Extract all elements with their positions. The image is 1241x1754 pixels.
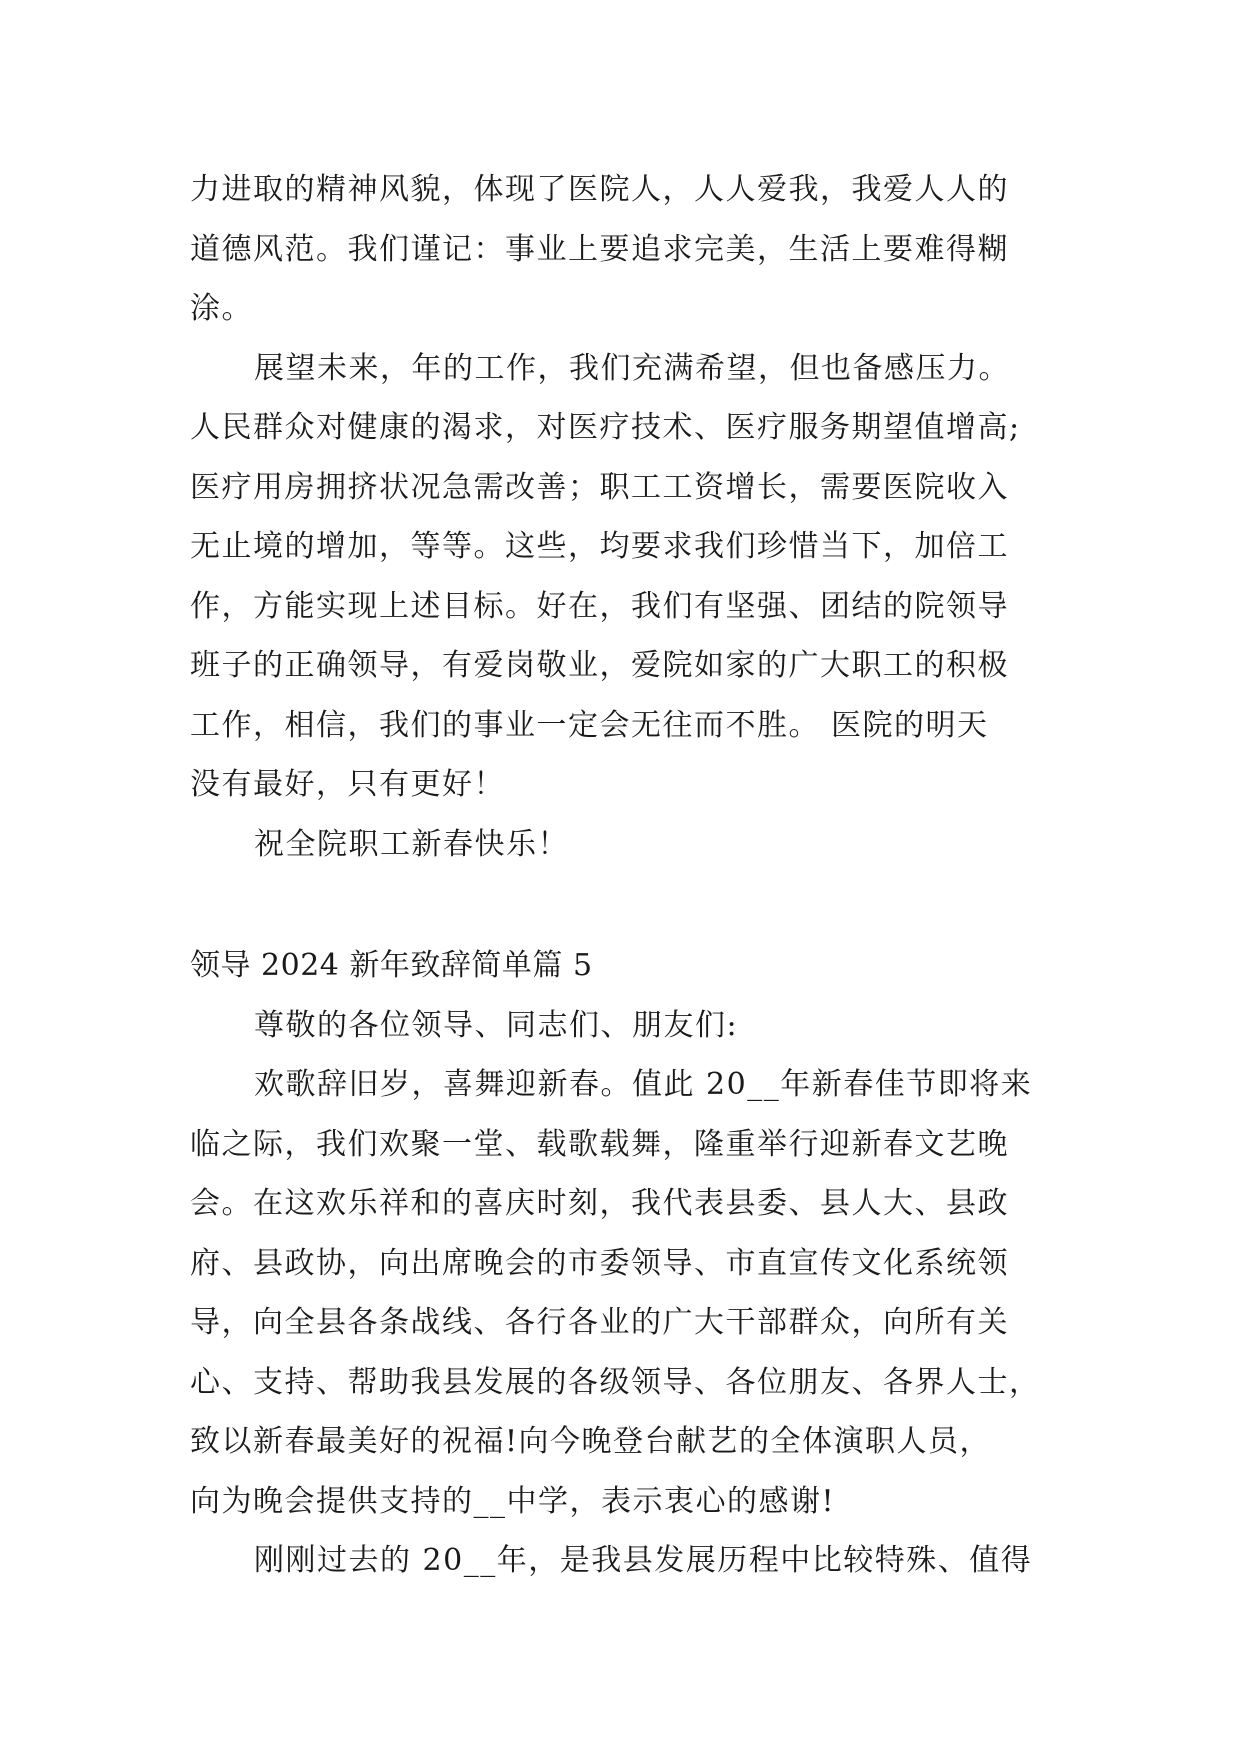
text-line: 祝全院职工新春快乐！: [254, 826, 569, 862]
text-line: 作，方能实现上述目标。好在，我们有坚强、团结的院领导: [190, 588, 1009, 624]
paragraph-greeting: [190, 815, 1070, 875]
text-line: 力进取的精神风貌，体现了医院人，人人爱我，我爱人人的: [190, 172, 1009, 207]
paragraph-continued: [190, 160, 1070, 339]
paragraph-outlook: [190, 339, 1070, 815]
section-spacer: [190, 874, 1070, 936]
text-line: 道德风范。我们谨记：事业上要追求完美，生活上要难得糊: [190, 231, 1009, 267]
text-line: 没有最好，只有更好！: [190, 767, 505, 802]
paragraph-opening: [190, 1055, 1070, 1531]
text-line: 心、支持、帮助我县发展的各级领导、各位朋友、各界人士，: [190, 1364, 1041, 1400]
text-line: 班子的正确领导，有爱岗敬业，爱院如家的广大职工的积极: [190, 648, 1009, 683]
text-line: 会。在这欢乐祥和的喜庆时刻，我代表县委、县人大、县政: [190, 1186, 1009, 1221]
text-line: 人民群众对健康的渴求，对医疗技术、医疗服务期望值增高;: [190, 410, 1021, 445]
text-line: 临之际，我们欢聚一堂、载歌载舞，隆重举行迎新春文艺晚: [190, 1126, 1009, 1162]
text-line: 导，向全县各条战线、各行各业的广大干部群众，向所有关: [190, 1305, 1009, 1340]
text-line: 无止境的增加，等等。这些，均要求我们珍惜当下，加倍工: [190, 529, 1009, 564]
text-line: 向为晚会提供支持的__中学，表示衷心的感谢!: [190, 1483, 836, 1519]
document-body: [190, 160, 1070, 1591]
text-line: 医疗用房拥挤状况急需改善；职工工资增长，需要医院收入: [190, 469, 1009, 505]
paragraph-review: [190, 1531, 1070, 1591]
section-title: 领导 2024 新年致辞简单篇 5: [190, 948, 593, 983]
text-line: 致以新春最美好的祝福!向今晚登台献艺的全体演职人员，: [190, 1424, 992, 1459]
section-heading: [190, 936, 1070, 996]
text-line: 刚刚过去的 20__年，是我县发展历程中比较特殊、值得: [254, 1543, 1033, 1578]
text-line: 尊敬的各位领导、同志们、朋友们:: [254, 1007, 739, 1043]
salutation: [190, 996, 1070, 1056]
text-line: 展望未来，年的工作，我们充满希望，但也备感压力。: [254, 350, 1010, 386]
text-line: 欢歌辞旧岁，喜舞迎新春。值此 20__年新春佳节即将来: [254, 1067, 1033, 1102]
text-line: 涂。: [190, 291, 253, 326]
text-line: 工作，相信，我们的事业一定会无往而不胜。 医院的明天: [190, 707, 989, 743]
text-line: 府、县政协，向出席晚会的市委领导、市直宣传文化系统领: [190, 1245, 1009, 1281]
